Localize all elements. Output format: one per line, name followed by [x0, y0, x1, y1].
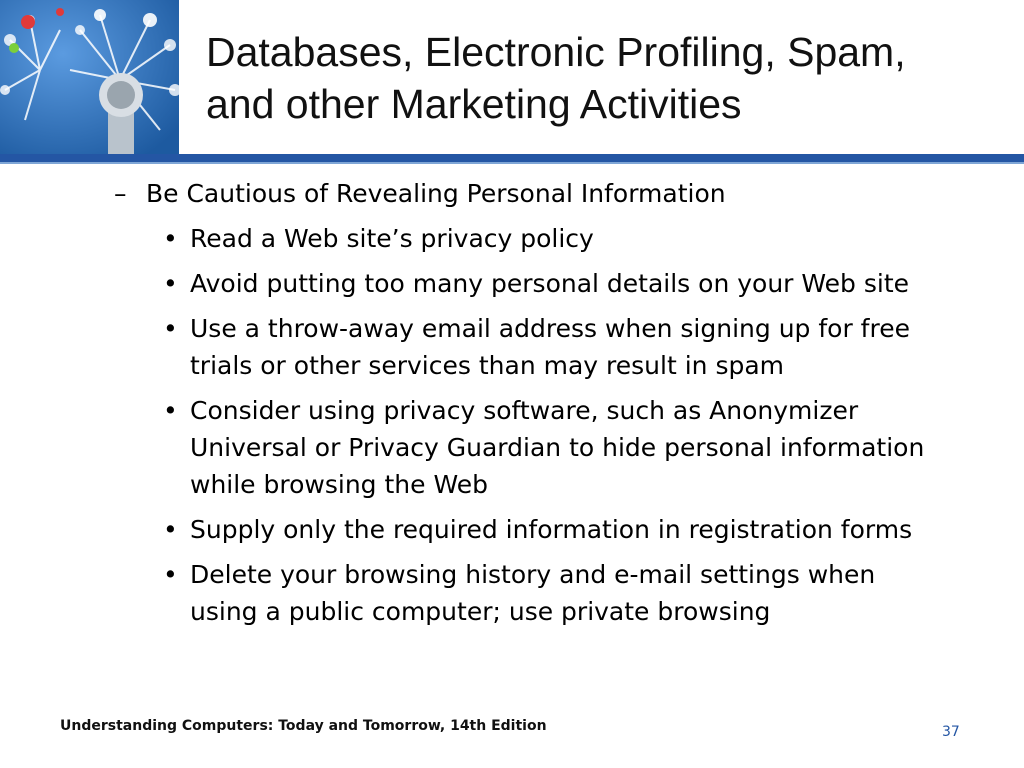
- header-bar: [0, 154, 1024, 162]
- list-item: [0, 511, 950, 548]
- dandelion-icon: [0, 0, 180, 154]
- page-number: 37: [942, 724, 960, 740]
- section-heading-text: Be Cautious of Revealing Personal Information: [146, 179, 726, 208]
- dandelion-logo: [0, 0, 180, 154]
- list-item: [0, 556, 950, 630]
- logo-divider: [179, 0, 182, 154]
- list-item-text: Read a Web site’s privacy policy: [190, 224, 594, 253]
- list-item-text: Supply only the required information in registration forms: [190, 515, 913, 544]
- bullet-marker: •: [163, 515, 178, 544]
- bullet-marker: •: [163, 314, 178, 343]
- dash-marker: –: [114, 179, 127, 208]
- list-item: [0, 220, 950, 257]
- section-heading: [114, 176, 974, 212]
- list-item-text: Use a throw-away email address when signing up for free trials or other services than may result in spam: [190, 314, 910, 380]
- slide-title: [206, 26, 1006, 130]
- list-item: [0, 310, 950, 384]
- footer-book-title: Understanding Computers: Today and Tomorrow, 14th Edition: [60, 718, 547, 734]
- bullet-list: [0, 220, 950, 638]
- list-item: [0, 392, 950, 503]
- header-bar-accent: [0, 162, 1024, 164]
- title-line-1: Databases, Electronic Profiling, Spam,: [206, 29, 906, 75]
- bullet-marker: •: [163, 396, 178, 425]
- title-line-2: and other Marketing Activities: [206, 81, 742, 127]
- bullet-marker: •: [163, 224, 178, 253]
- list-item-text: Delete your browsing history and e-mail settings when using a public computer; use private browsing: [190, 560, 876, 626]
- bullet-marker: •: [163, 269, 178, 298]
- list-item: [0, 265, 950, 302]
- bullet-marker: •: [163, 560, 178, 589]
- list-item-text: Consider using privacy software, such as Anonymizer Universal or Privacy Guardian to hide personal information while browsing the Web: [190, 396, 925, 499]
- slide-content: [0, 172, 1024, 712]
- list-item-text: Avoid putting too many personal details on your Web site: [190, 269, 910, 298]
